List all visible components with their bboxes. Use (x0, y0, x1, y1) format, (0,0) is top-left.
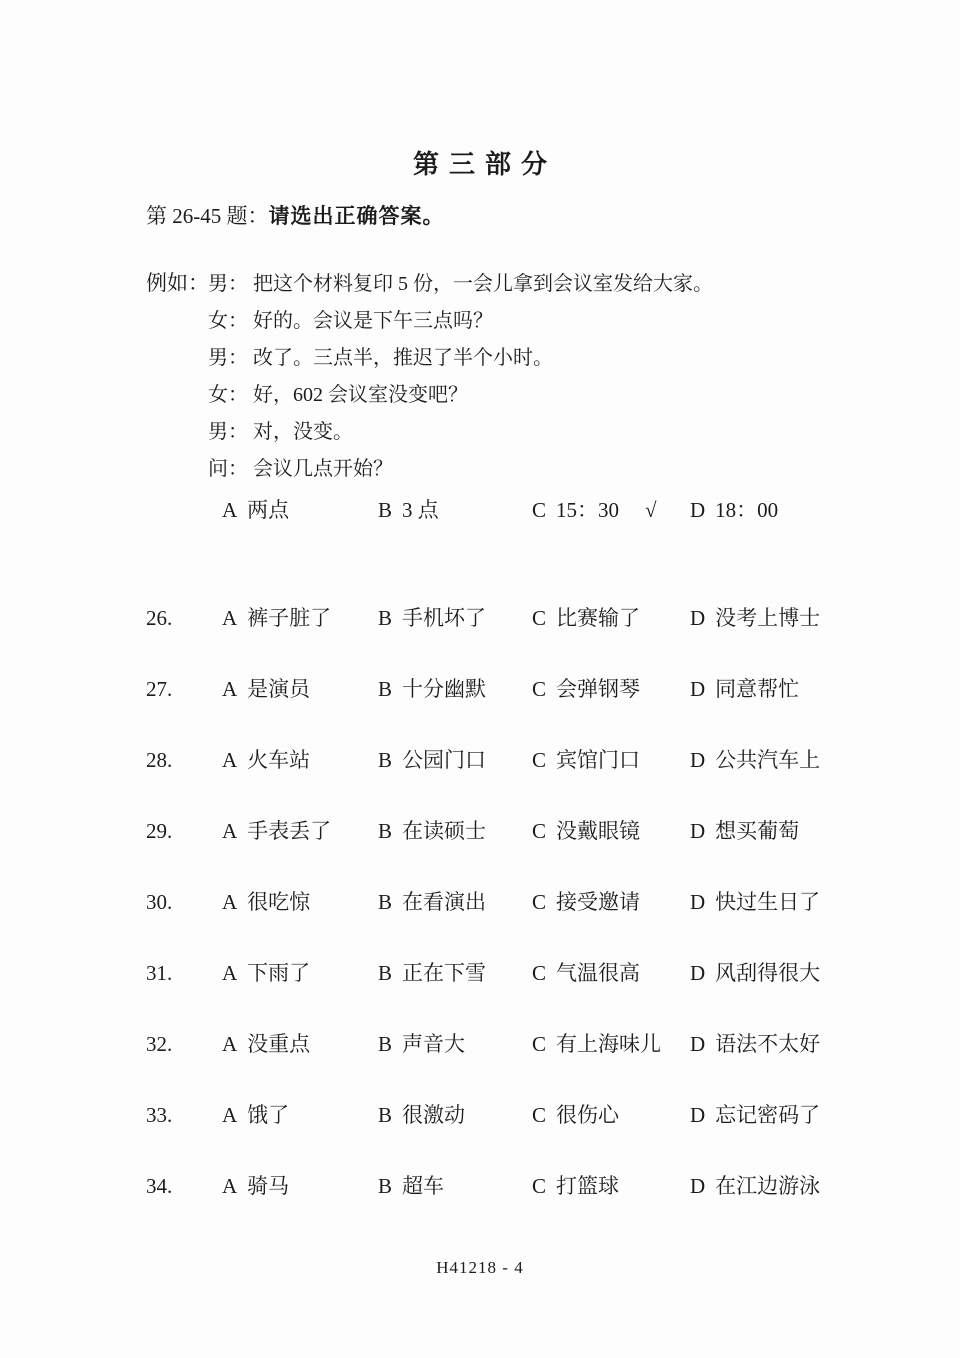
dialogue-text: 改了。三点半，推迟了半个小时。 (253, 347, 553, 369)
option-text: 手机坏了 (402, 606, 487, 630)
question-number: 34. (146, 1174, 173, 1198)
example-options-row (146, 494, 936, 526)
answer-option-b (378, 1026, 465, 1062)
answer-option-a (222, 671, 310, 707)
question-row-33 (146, 1097, 936, 1133)
question-number: 29. (146, 819, 173, 843)
option-text: 同意帮忙 (715, 677, 800, 701)
answer-option-d (690, 1097, 820, 1133)
option-text: 接受邀请 (556, 890, 641, 914)
option-text: 在看演出 (402, 890, 487, 914)
dialogue-text: 好的。会议是下午三点吗？ (253, 310, 493, 332)
option-letter: D (690, 677, 706, 701)
option-letter: C (532, 606, 547, 630)
dialogue-text: 对，没变。 (253, 421, 353, 443)
speaker-label: 女： (208, 310, 248, 332)
option-text: 比赛输了 (556, 606, 641, 630)
option-letter: B (378, 1174, 393, 1198)
answer-option-c (532, 742, 640, 778)
dialogue-line (146, 411, 936, 448)
option-text: 在江边游泳 (715, 1174, 821, 1198)
option-text: 有上海味儿 (556, 1032, 662, 1056)
example-option-a (222, 494, 289, 526)
answer-option-a (222, 813, 331, 849)
option-text: 声音大 (402, 1032, 466, 1056)
answer-option-a (222, 1168, 289, 1204)
option-letter: A (222, 1174, 238, 1198)
question-row-32 (146, 1026, 936, 1062)
answer-option-b (378, 671, 486, 707)
option-letter: A (222, 890, 238, 914)
option-text: 公园门口 (402, 748, 487, 772)
option-text: 没考上博士 (715, 606, 821, 630)
question-number: 32. (146, 1032, 173, 1056)
option-text: 两点 (247, 498, 290, 522)
option-text: 18：00 (715, 498, 779, 522)
answer-option-b (378, 600, 486, 636)
dialogue-text: 好，602 会议室没变吧？ (253, 384, 468, 406)
answer-option-d (690, 742, 820, 778)
option-letter: C (532, 1103, 547, 1127)
option-text: 快过生日了 (715, 890, 821, 914)
answer-option-d (690, 884, 820, 920)
question-row-27 (146, 671, 936, 707)
answer-option-a (222, 1026, 310, 1062)
option-letter: D (690, 819, 706, 843)
option-letter: B (378, 819, 393, 843)
question-number: 26. (146, 606, 173, 630)
option-letter: B (378, 890, 393, 914)
option-text: 下雨了 (247, 961, 311, 985)
instruction-prefix: 第 26-45 题： (146, 204, 269, 228)
option-text: 想买葡萄 (715, 819, 800, 843)
option-text: 打篮球 (556, 1174, 620, 1198)
option-text: 很激动 (402, 1103, 466, 1127)
answer-option-d (690, 1026, 820, 1062)
option-letter: D (690, 748, 706, 772)
answer-option-a (222, 742, 310, 778)
option-text: 在读硕士 (402, 819, 487, 843)
option-letter: C (532, 819, 547, 843)
answer-option-b (378, 1097, 465, 1133)
option-text: 15：30 (556, 498, 620, 522)
option-letter: C (532, 1174, 547, 1198)
question-number: 31. (146, 961, 173, 985)
speaker-label: 男： (208, 347, 248, 369)
answer-option-d (690, 813, 799, 849)
option-text: 裤子脏了 (247, 606, 332, 630)
option-text: 饿了 (247, 1103, 290, 1127)
option-letter: D (690, 890, 706, 914)
option-letter: B (378, 677, 393, 701)
option-text: 会弹钢琴 (556, 677, 641, 701)
answer-option-c (532, 884, 640, 920)
answer-option-a (222, 600, 331, 636)
option-letter: B (378, 498, 393, 522)
question-number: 27. (146, 677, 173, 701)
question-number: 28. (146, 748, 173, 772)
dialogue-line (146, 374, 936, 411)
option-letter: C (532, 498, 547, 522)
option-letter: D (690, 1103, 706, 1127)
speaker-label: 男： (208, 273, 248, 295)
speaker-label: 男： (208, 421, 248, 443)
option-text: 很伤心 (556, 1103, 620, 1127)
option-text: 没戴眼镜 (556, 819, 641, 843)
option-letter: B (378, 748, 393, 772)
dialogue-line (146, 337, 936, 374)
option-text: 语法不太好 (715, 1032, 821, 1056)
question-row-30 (146, 884, 936, 920)
answer-option-c (532, 1026, 661, 1062)
dialogue-text: 会议几点开始？ (253, 458, 393, 480)
dialogue-line (146, 263, 936, 300)
answer-option-b (378, 884, 486, 920)
example-block (146, 263, 936, 485)
option-letter: D (690, 1032, 706, 1056)
answer-option-c (532, 671, 640, 707)
option-letter: C (532, 890, 547, 914)
option-letter: A (222, 677, 238, 701)
option-text: 风刮得很大 (715, 961, 821, 985)
answer-option-b (378, 955, 486, 991)
option-letter: A (222, 606, 238, 630)
example-label: 例如： (146, 270, 209, 295)
speaker-label: 女： (208, 384, 248, 406)
option-letter: A (222, 1032, 238, 1056)
answer-option-c (532, 813, 640, 849)
option-letter: A (222, 961, 238, 985)
question-row-34 (146, 1168, 936, 1204)
option-letter: D (690, 606, 706, 630)
option-text: 3 点 (402, 498, 439, 522)
example-option-c (532, 494, 619, 526)
option-text: 宾馆门口 (556, 748, 641, 772)
question-row-26 (146, 600, 936, 636)
answer-option-b (378, 813, 486, 849)
section-title: 第三部分 (412, 150, 557, 179)
option-letter: B (378, 1032, 393, 1056)
question-row-31 (146, 955, 936, 991)
example-option-d (690, 494, 778, 526)
instruction-directive: 请选出正确答案。 (268, 204, 445, 228)
option-text: 骑马 (247, 1174, 290, 1198)
instruction-text (146, 206, 445, 227)
option-text: 手表丢了 (247, 819, 332, 843)
option-text: 很吃惊 (247, 890, 311, 914)
speaker-label: 问： (208, 458, 248, 480)
option-letter: A (222, 1103, 238, 1127)
option-letter: C (532, 1032, 547, 1056)
answer-option-c (532, 600, 640, 636)
option-letter: B (378, 961, 393, 985)
option-letter: A (222, 819, 238, 843)
answer-option-b (378, 1168, 444, 1204)
answer-option-a (222, 955, 310, 991)
question-number: 33. (146, 1103, 173, 1127)
option-text: 公共汽车上 (715, 748, 821, 772)
option-text: 没重点 (247, 1032, 311, 1056)
question-number: 30. (146, 890, 173, 914)
option-letter: C (532, 961, 547, 985)
option-letter: A (222, 748, 238, 772)
option-text: 气温很高 (556, 961, 641, 985)
example-option-b (378, 494, 439, 526)
answer-option-d (690, 600, 820, 636)
option-letter: A (222, 498, 238, 522)
answer-option-c (532, 955, 640, 991)
option-letter: D (690, 1174, 706, 1198)
option-text: 火车站 (247, 748, 311, 772)
option-letter: D (690, 961, 706, 985)
dialogue-text: 把这个材料复印 5 份，一会儿拿到会议室发给大家。 (253, 273, 713, 295)
option-text: 超车 (402, 1174, 445, 1198)
answer-option-d (690, 671, 799, 707)
answer-option-a (222, 1097, 289, 1133)
option-text: 正在下雪 (402, 961, 487, 985)
answer-option-c (532, 1097, 619, 1133)
answer-option-b (378, 742, 486, 778)
option-text: 忘记密码了 (715, 1103, 821, 1127)
answer-option-d (690, 955, 820, 991)
correct-answer-checkmark: √ (645, 498, 657, 522)
dialogue-line (146, 448, 936, 485)
question-row-29 (146, 813, 936, 849)
answer-option-d (690, 1168, 820, 1204)
option-letter: B (378, 1103, 393, 1127)
option-letter: B (378, 606, 393, 630)
dialogue-line (146, 300, 936, 337)
option-text: 是演员 (247, 677, 311, 701)
answer-option-a (222, 884, 310, 920)
option-letter: D (690, 498, 706, 522)
option-letter: C (532, 677, 547, 701)
option-text: 十分幽默 (402, 677, 487, 701)
option-letter: C (532, 748, 547, 772)
answer-option-c (532, 1168, 619, 1204)
page-footer-code: H41218 - 4 (436, 1258, 524, 1277)
question-row-28 (146, 742, 936, 778)
